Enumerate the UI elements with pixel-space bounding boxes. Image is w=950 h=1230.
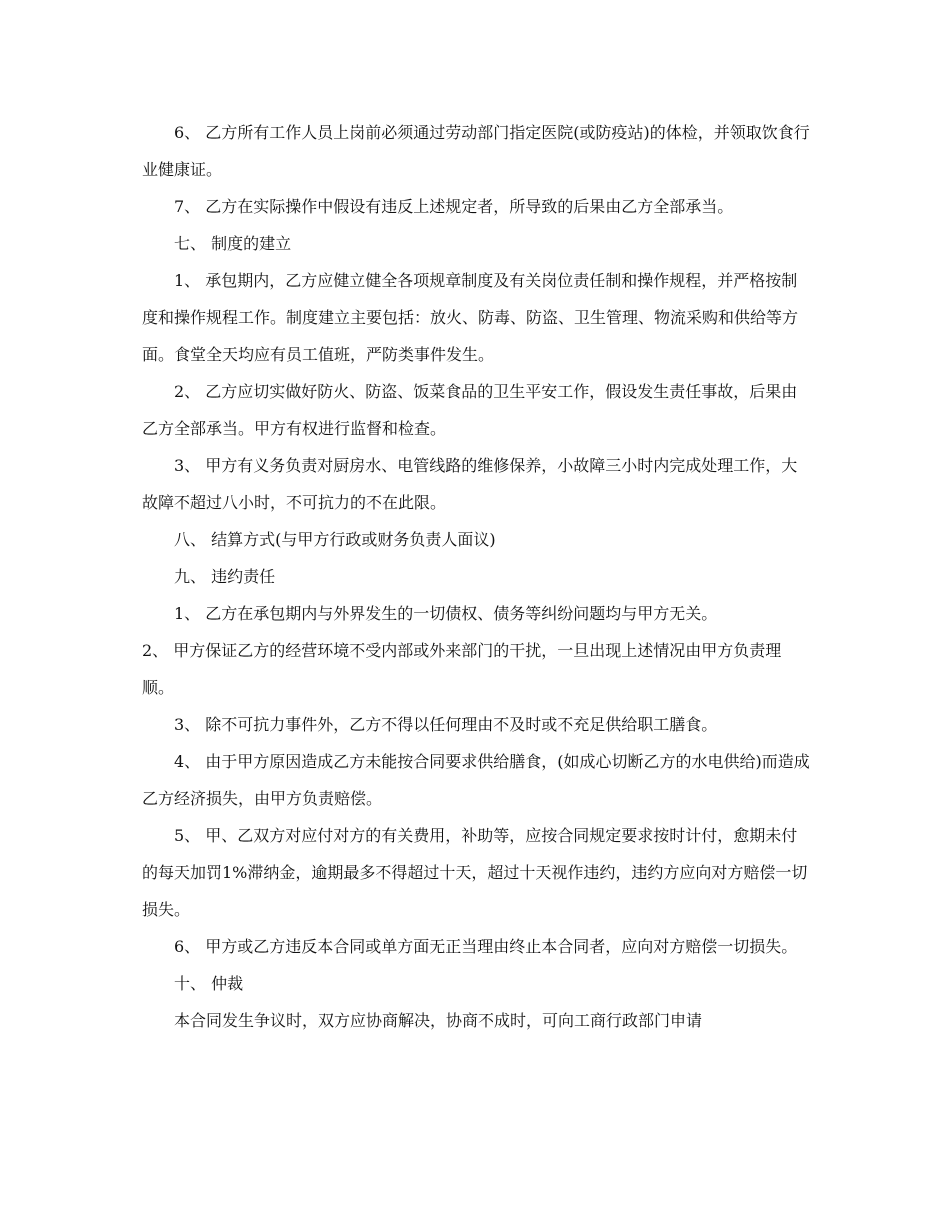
section-heading-settlement-method: 八、 结算方式(与甲方行政或财务负责人面议)	[174, 530, 496, 549]
clause-4-compensation: 4、 由于甲方原因造成乙方未能按合同要求供给膳食，(如成心切断乙方的水电供给)而造成乙方经济损失，由甲方负责赔偿。	[142, 752, 810, 808]
clause-2-business-environment: 2、 甲方保证乙方的经营环境不受内部或外来部门的干扰，一旦出现上述情况由甲方负责理顺。	[142, 641, 782, 697]
clause-2-fire-theft-hygiene: 2、 乙方应切实做好防火、防盗、饭菜食品的卫生平安工作，假设发生责任事故，后果由乙方全部承当。甲方有权进行监督和检查。	[142, 382, 798, 438]
clause-1-rules-and-regulations: 1、 承包期内，乙方应健立健全各项规章制度及有关岗位责任制和操作规程，并严格按制度和操作规程工作。制度建立主要包括：放火、防毒、防盗、卫生管理、物流采购和供给等方面。食堂全天均应有员工值班，严防类事件发生。	[142, 271, 799, 364]
clause-5-late-payment: 5、 甲、乙双方对应付对方的有关费用，补助等，应按合同规定要求按时计付，愈期未付的每天加罚1%滞纳金，逾期最多不得超过十天，超过十天视作违约，违约方应向对方赔偿一切损失。	[142, 826, 808, 919]
clause-3-meal-supply: 3、 除不可抗力事件外，乙方不得以任何理由不及时或不充足供给职工膳食。	[174, 715, 718, 734]
document-body	[142, 114, 812, 1039]
section-heading-system-establishment: 七、 制度的建立	[174, 234, 292, 253]
section-heading-arbitration: 十、 仲裁	[174, 974, 244, 993]
clause-arbitration-text: 本合同发生争议时，双方应协商解决，协商不成时，可向工商行政部门申请	[174, 1011, 703, 1030]
clause-1-external-disputes: 1、 乙方在承包期内与外界发生的一切债权、债务等纠纷问题均与甲方无关。	[174, 604, 718, 623]
clause-3-maintenance-duty: 3、 甲方有义务负责对厨房水、电管线路的维修保养，小故障三小时内完成处理工作，大故障不超过八小时，不可抗力的不在此限。	[142, 456, 798, 512]
clause-6-health-check: 6、 乙方所有工作人员上岗前必须通过劳动部门指定医院(或防疫站)的体检，并领取饮食行业健康证。	[142, 123, 810, 179]
clause-6-termination: 6、 甲方或乙方违反本合同或单方面无正当理由终止本合同者，应向对方赔偿一切损失。	[174, 937, 798, 956]
section-heading-breach-liability: 九、 违约责任	[174, 567, 276, 586]
clause-7-violation-liability: 7、 乙方在实际操作中假设有违反上述规定者，所导致的后果由乙方全部承当。	[174, 197, 734, 216]
